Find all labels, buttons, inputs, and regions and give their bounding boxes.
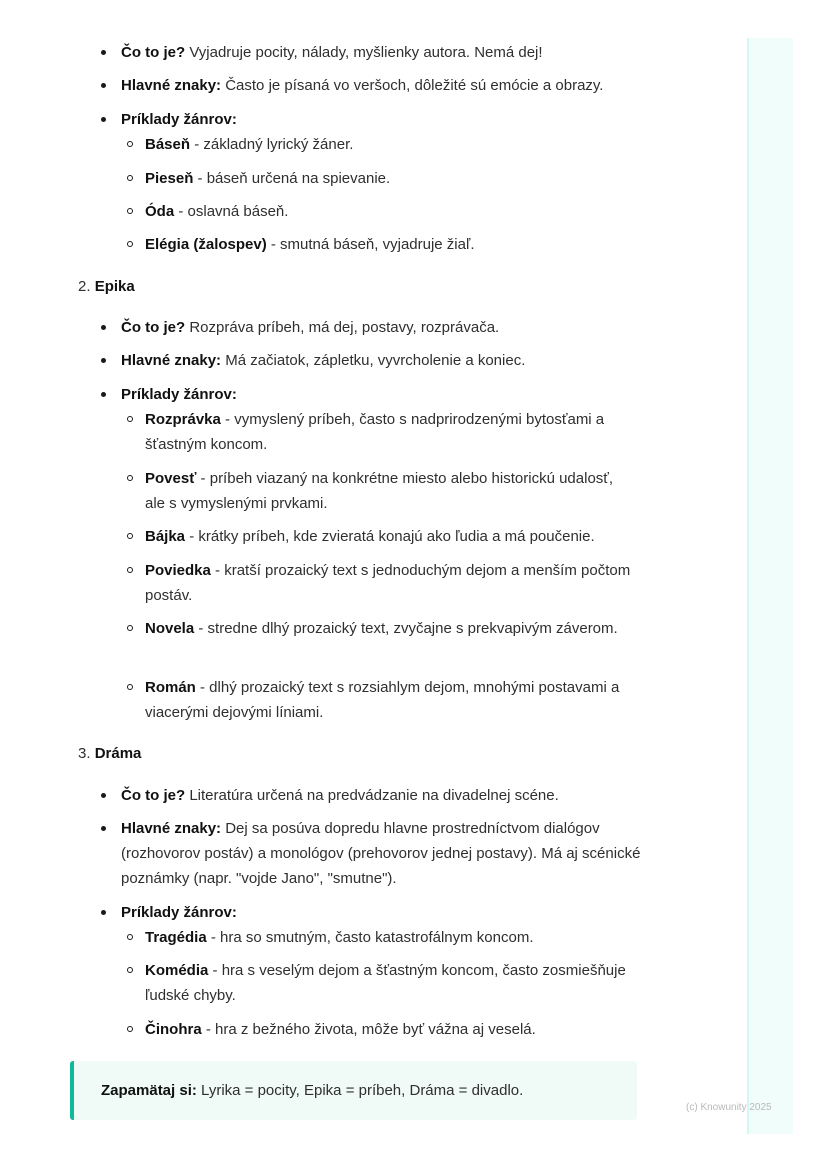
genre-desc: - hra so smutným, často katastrofálnym koncom. [206,929,534,946]
genre-desc: - kratší prozaický text s jednoduchým dejom a menším počtom postáv. [145,562,631,604]
bullet-dot [101,83,106,88]
genre-name: Novela [145,620,195,637]
callout-text: Lyrika = pocity, Epika = príbeh, Dráma = divadlo. [196,1082,524,1099]
circle-bullet [127,1026,133,1032]
bullet-dot [101,325,106,330]
bullet-dot [101,392,106,397]
circle-bullet [127,208,133,214]
item-label: Príklady žánrov: [121,386,237,403]
bullet-dot [101,793,106,798]
circle-bullet [127,141,133,147]
item-text: Vyjadruje pocity, nálady, myšlienky autora. Nemá dej! [185,44,543,61]
item-label: Hlavné znaky: [121,352,222,369]
genre-desc: - príbeh viazaný na konkrétne miesto alebo historickú udalosť, ale s vymyslenými prvkami. [145,470,614,512]
item-text: Dej sa posúva dopredu hlavne prostredníctvom dialógov (rozhovorov postáv) a monológov (prehovorov jednej postavy). Má aj scénické poznámky (napr. "vojde Jano", "smutne"). [121,820,641,887]
item-text: Literatúra určená na predvádzanie na divadelnej scéne. [185,787,559,804]
circle-bullet [127,241,133,247]
genre-name: Poviedka [145,562,211,579]
genre-name: Povesť [145,470,197,487]
section-number: 3. [78,745,91,762]
genre-name: Tragédia [145,929,207,946]
item-label: Čo to je? [121,319,186,336]
genre-name: Báseň [145,136,191,153]
genre-desc: - hra s veselým dejom a šťastným koncom, často zosmiešňuje ľudské chyby. [145,962,626,1004]
genre-name: Óda [145,203,175,220]
circle-bullet [127,567,133,573]
genre-desc: - krátky príbeh, kde zvieratá konajú ako ľudia a má poučenie. [185,528,595,545]
section-heading-drama [78,741,141,766]
item-label: Príklady žánrov: [121,904,237,921]
item-label: Čo to je? [121,787,186,804]
callout-label: Zapamätaj si: [101,1082,197,1099]
circle-bullet [127,967,133,973]
item-text: Často je písaná vo veršoch, dôležité sú emócie a obrazy. [221,77,604,94]
genre-name: Komédia [145,962,209,979]
remember-callout [70,1061,637,1120]
circle-bullet [127,625,133,631]
genre-name: Bájka [145,528,186,545]
genre-desc: - hra z bežného života, môže byť vážna aj veselá. [201,1021,536,1038]
section-title: Epika [94,278,135,295]
genre-desc: - oslavná báseň. [174,203,289,220]
bullet-dot [101,117,106,122]
circle-bullet [127,475,133,481]
circle-bullet [127,416,133,422]
section-number: 2. [78,278,91,295]
section-title: Dráma [94,745,142,762]
circle-bullet [127,175,133,181]
item-label: Čo to je? [121,44,186,61]
genre-desc: - vymyslený príbeh, často s nadprirodzenými bytosťami a šťastným koncom. [145,411,605,453]
genre-name: Elégia (žalospev) [145,236,267,253]
genre-desc: - dlhý prozaický text s rozsiahlym dejom, mnohými postavami a viacerými dejovými líniami. [145,679,620,721]
genre-desc: - základný lyrický žáner. [190,136,354,153]
circle-bullet [127,533,133,539]
bullet-dot [101,50,106,55]
page-side-strip [747,38,793,1134]
bullet-dot [101,358,106,363]
bullet-dot [101,826,106,831]
item-label: Hlavné znaky: [121,820,222,837]
bullet-dot [101,910,106,915]
genre-desc: - báseň určená na spievanie. [193,170,391,187]
item-label: Hlavné znaky: [121,77,222,94]
genre-name: Rozprávka [145,411,221,428]
genre-name: Pieseň [145,170,194,187]
item-text: Rozpráva príbeh, má dej, postavy, rozprávača. [185,319,500,336]
genre-desc: - smutná báseň, vyjadruje žiaľ. [266,236,475,253]
genre-name: Román [145,679,196,696]
copyright-footer: (c) Knowunity 2025 [686,1102,772,1113]
genre-desc: - stredne dlhý prozaický text, zvyčajne s prekvapivým záverom. [194,620,618,637]
item-label: Príklady žánrov: [121,111,237,128]
circle-bullet [127,684,133,690]
item-text: Má začiatok, zápletku, vyvrcholenie a koniec. [221,352,526,369]
section-heading-epika [78,274,135,299]
genre-name: Činohra [145,1021,202,1038]
circle-bullet [127,934,133,940]
